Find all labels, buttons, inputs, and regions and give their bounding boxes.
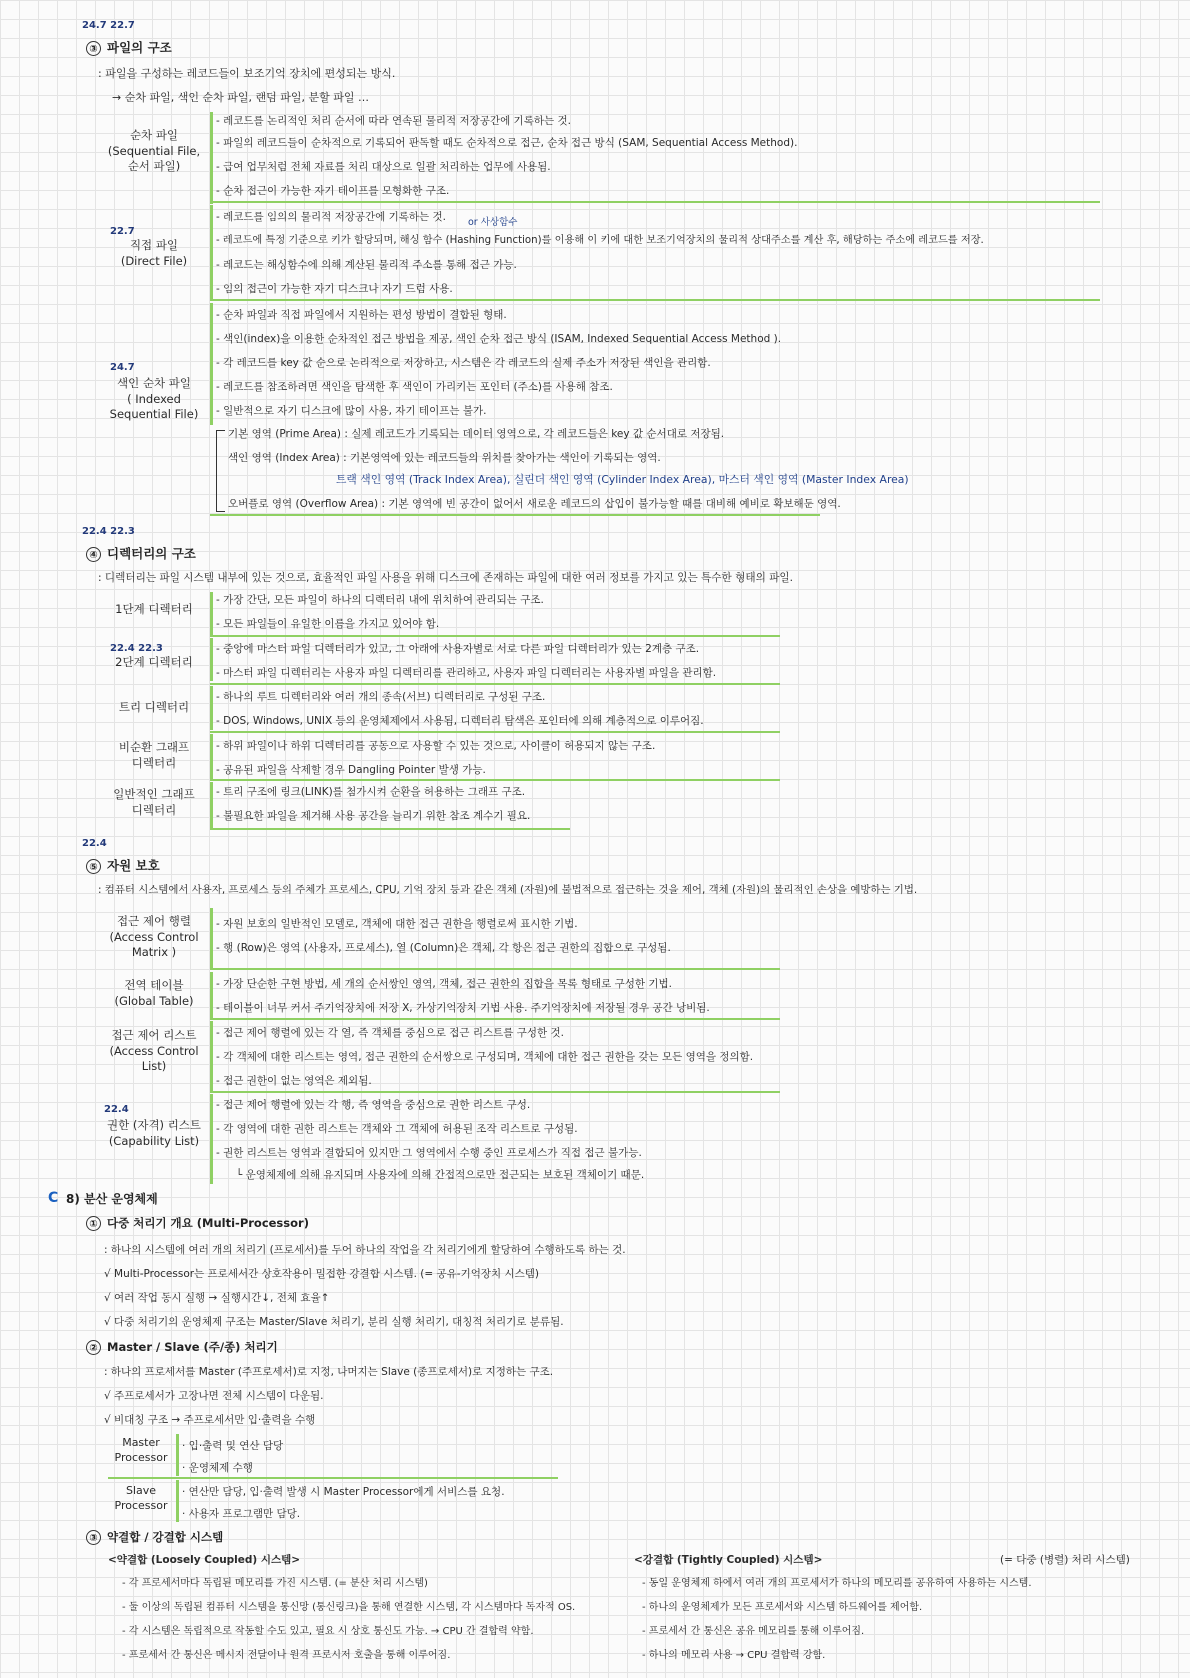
overflow-area: 오버플로 영역 (Overflow Area) : 기본 영역에 빈 공간이 없어서 새로운 레코드의 삽입이 불가능할 때를 대비해 예비로 확보해둔 영역.	[228, 498, 841, 510]
tight-note: (= 다중 (병렬) 처리 시스템)	[1000, 1554, 1130, 1566]
seq-item: - 레코드를 논리적인 처리 순서에 따라 연속된 물리적 저장공간에 기록하는 것.	[216, 115, 571, 127]
direct-item: - 임의 접근이 가능한 자기 디스크나 자기 드럼 사용.	[216, 283, 453, 295]
section-description: : 컴퓨터 시스템에서 사용자, 프로세스 등의 주체가 프로세스, CPU, 기억 장치 등과 같은 객체 (자원)에 불법적으로 접근하는 것을 제어, 객체 (자원)의 물리적인 손상을 예방하는 기법.	[98, 884, 918, 896]
tight-item: - 동일 운영체제 하에서 여러 개의 프로세서가 하나의 메모리를 공유하여 사용하는 시스템.	[642, 1578, 1032, 1589]
divider	[108, 1477, 558, 1479]
section-date: 22.4 22.3	[82, 526, 135, 537]
bracket-bar	[210, 303, 213, 425]
divider	[210, 968, 780, 970]
ms-item: √ 비대칭 구조 → 주프로세서만 입·출력을 수행	[104, 1414, 316, 1426]
dir-item: - 가장 간단, 모든 파일이 하나의 디렉터리 내에 위치하여 관리되는 구조.	[216, 594, 544, 606]
loose-item: - 둘 이상의 독립된 컴퓨터 시스템을 통신망 (통신링크)을 통해 연결한 시스템, 각 시스템마다 독자적 OS.	[122, 1602, 576, 1613]
ms-item: : 하나의 프로세서를 Master (주프로세서)로 지정, 나머지는 Slave (종프로세서)로 지정하는 구조.	[104, 1366, 554, 1378]
dir-item: - 모든 파일들이 유일한 이름을 가지고 있어야 함.	[216, 618, 440, 630]
indexed-item: - 각 레코드를 key 값 순으로 논리적으로 저장하고, 시스템은 각 레코드의 실제 주소가 저장된 색인을 관리함.	[216, 357, 711, 369]
loose-title: <약결합 (Loosely Coupled) 시스템>	[108, 1554, 301, 1566]
acl-item: - 각 객체에 대한 리스트는 영역, 접근 권한의 순서쌍으로 구성되며, 객체에 대한 접근 권한을 갖는 모든 영역을 정의함.	[216, 1051, 754, 1063]
dir-item: - DOS, Windows, UNIX 등의 운영체제에서 사용됨, 디렉터리 탐색은 포인터에 의해 계층적으로 이루어짐.	[216, 715, 704, 727]
cap-note: └ 운영체제에 의해 유지되며 사용자에 의해 간접적으로만 접근되는 보호된 객체이기 때문.	[236, 1169, 645, 1181]
dir-label-5: 일반적인 그래프 디렉터리	[113, 787, 195, 817]
section-date: 22.4	[82, 838, 107, 849]
area-bracket	[216, 430, 225, 512]
cap-date: 22.4	[104, 1104, 129, 1115]
bracket-bar	[210, 1094, 213, 1184]
bracket-bar	[210, 638, 213, 681]
direct-item: - 레코드를 임의의 물리적 저장공간에 기록하는 것.	[216, 211, 447, 223]
divider	[210, 1018, 780, 1020]
divider	[210, 201, 1100, 203]
slave-item: · 사용자 프로그램만 담당.	[182, 1508, 301, 1520]
dir-item: - 불필요한 파일을 제거해 사용 공간을 늘리기 위한 참조 계수기 필요.	[216, 810, 531, 822]
direct-file-label: 직접 파일 (Direct File)	[120, 238, 188, 268]
global-table-label: 전역 테이블 (Global Table)	[114, 978, 194, 1008]
loose-item: - 각 시스템은 독립적으로 작동할 수도 있고, 필요 시 상호 통신도 가능. → CPU 간 결합력 약함.	[122, 1626, 534, 1637]
dir-item: - 하나의 루트 디렉터리와 여러 개의 종속(서브) 디렉터리로 구성된 구조.	[216, 691, 546, 703]
global-item: - 테이블이 너무 커서 주기억장치에 저장 X, 가상기억장치 기법 사용. 주기억장치에 저장될 경우 공간 낭비됨.	[216, 1002, 710, 1014]
index-area: 색인 영역 (Index Area) : 기본영역에 있는 레코드들의 위치를 찾아가는 색인이 기록되는 영역.	[228, 452, 661, 464]
divider	[210, 683, 780, 685]
section-date: 24.7 22.7	[82, 20, 135, 31]
bracket-bar	[210, 112, 213, 204]
master-processor-label: Master Processor	[114, 1436, 168, 1464]
dir-item: - 트리 구조에 링크(LINK)를 첨가시켜 순환을 허용하는 그래프 구조.	[216, 786, 526, 798]
subsection-title-text: Master / Slave (주/종) 처리기	[107, 1340, 278, 1354]
section-number: ④	[86, 547, 101, 562]
section-number: ③	[86, 41, 101, 56]
coupled-systems-title	[86, 1530, 223, 1545]
tight-title: <강결합 (Tightly Coupled) 시스템>	[634, 1554, 823, 1566]
capability-list-label: 권한 (자격) 리스트 (Capability List)	[106, 1118, 202, 1148]
direct-note: or 사상함수	[468, 217, 518, 228]
bracket-bar	[210, 782, 213, 828]
section-number: ⑤	[86, 859, 101, 874]
index-area-sub: 트랙 색인 영역 (Track Index Area), 실린더 색인 영역 (Cylinder Index Area), 마스터 색인 영역 (Master Index Area)	[336, 473, 909, 486]
divider	[210, 779, 780, 781]
divider	[210, 828, 570, 830]
section-mark: C	[48, 1190, 59, 1206]
cap-item: - 접근 제어 행렬에 있는 각 행, 즉 영역을 중심으로 권한 리스트 구성.	[216, 1099, 531, 1111]
section-title-text: 디렉터리의 구조	[107, 546, 196, 561]
multi-item: : 하나의 시스템에 여러 개의 처리기 (프로세서)를 두어 하나의 작업을 각 처리기에게 할당하여 수행하도록 하는 것.	[104, 1244, 626, 1256]
indexed-file-label: 색인 순차 파일 ( Indexed Sequential File)	[109, 376, 199, 422]
tight-item: - 하나의 메모리 사용 → CPU 결합력 강함.	[642, 1650, 826, 1661]
bracket-bar	[210, 734, 213, 779]
seq-item: - 순차 접근이 가능한 자기 테이프를 모형화한 구조.	[216, 185, 450, 197]
dir-item: - 공유된 파일을 삭제할 경우 Dangling Pointer 발생 가능.	[216, 764, 486, 776]
ms-item: √ 주프로세서가 고장나면 전체 시스템이 다운됨.	[104, 1390, 324, 1402]
dir-label-2: 2단계 디렉터리	[115, 655, 193, 669]
multi-item: √ Multi-Processor는 프로세서간 상호작용이 밀접한 강결합 시스템. (= 공유-기억장치 시스템)	[104, 1268, 540, 1280]
multi-processor-title	[86, 1216, 309, 1231]
subsection-number: ③	[86, 1530, 101, 1545]
divider	[210, 514, 820, 516]
subsection-title-text: 다중 처리기 개요 (Multi-Processor)	[107, 1216, 309, 1230]
subsection-number: ②	[86, 1340, 101, 1355]
acl-label: 접근 제어 리스트 (Access Control List)	[109, 1028, 199, 1074]
global-item: - 가장 단순한 구현 방법, 세 개의 순서쌍인 영역, 객체, 접근 권한의 집합을 목록 형태로 구성한 기법.	[216, 978, 672, 990]
slave-processor-label: Slave Processor	[114, 1484, 168, 1512]
section-description: : 디렉터리는 파일 시스템 내부에 있는 것으로, 효율적인 파일 사용을 위해 디스크에 존재하는 파일에 대한 여러 정보를 가지고 있는 특수한 형태의 파일.	[98, 572, 794, 584]
sequential-file-label: 순차 파일 (Sequential File, 순서 파일)	[107, 128, 201, 174]
prime-area: 기본 영역 (Prime Area) : 실제 레코드가 기록되는 데이터 영역으로, 각 레코드들은 key 값 순서대로 저장됨.	[228, 428, 725, 440]
indexed-item: - 순차 파일과 직접 파일에서 지원하는 편성 방법이 결합된 형태.	[216, 309, 507, 321]
subsection-title-text: 약결합 / 강결합 시스템	[107, 1530, 224, 1544]
indexed-date: 24.7	[110, 362, 135, 373]
acl-item: - 접근 권한이 없는 영역은 제외됨.	[216, 1075, 372, 1087]
dir-item: - 마스터 파일 디렉터리는 사용자 파일 디렉터리를 관리하고, 사용자 파일 디렉터리는 사용자별 파일을 관리함.	[216, 667, 717, 679]
subsection-number: ①	[86, 1216, 101, 1231]
bracket-bar	[210, 592, 213, 635]
bracket-bar	[176, 1480, 179, 1522]
bracket-bar	[210, 972, 213, 1018]
bracket-bar	[210, 686, 213, 730]
indexed-item: - 일반적으로 자기 디스크에 많이 사용, 자기 테이프는 불가.	[216, 405, 487, 417]
multi-item: √ 여러 작업 동시 실행 → 실행시간↓, 전체 효율↑	[104, 1292, 330, 1304]
seq-item: - 급여 업무처럼 전체 자료를 처리 대상으로 일괄 처리하는 업무에 사용됨.	[216, 161, 551, 173]
divider	[210, 1091, 780, 1093]
master-item: · 입·출력 및 연산 담당	[182, 1440, 284, 1452]
file-types: → 순차 파일, 색인 순차 파일, 랜덤 파일, 분할 파일 …	[112, 91, 369, 104]
bracket-bar	[210, 1021, 213, 1091]
slave-item: · 연산만 담당, 입·출력 발생 시 Master Processor에게 서비스를 요청.	[182, 1486, 505, 1498]
seq-item: - 파일의 레코드들이 순차적으로 기록되어 판독할 때도 순차적으로 접근, 순차 접근 방식 (SAM, Sequential Access Method).	[216, 137, 798, 149]
acm-item: - 행 (Row)은 영역 (사용자, 프로세스), 열 (Column)은 객체, 각 항은 접근 권한의 집합으로 구성됨.	[216, 942, 671, 954]
acl-item: - 접근 제어 행렬에 있는 각 열, 즉 객체를 중심으로 접근 리스트를 구성한 것.	[216, 1027, 564, 1039]
acm-item: - 자원 보호의 일반적인 모델로, 객체에 대한 접근 권한을 행렬로써 표시한 기법.	[216, 918, 578, 930]
direct-item: - 레코드는 해싱함수에 의해 계산된 물리적 주소를 통해 접근 가능.	[216, 259, 517, 271]
loose-item: - 각 프로세서마다 독립된 메모리를 가진 시스템. (= 분산 처리 시스템)	[122, 1578, 428, 1589]
section-description: : 파일을 구성하는 레코드들이 보조기억 장치에 편성되는 방식.	[98, 67, 396, 80]
cap-item: - 각 영역에 대한 권한 리스트는 객체와 그 객체에 허용된 조작 리스트로 구성됨.	[216, 1123, 578, 1135]
divider	[210, 731, 780, 733]
divider	[210, 635, 780, 637]
acm-label: 접근 제어 행렬 (Access Control Matrix )	[109, 914, 199, 960]
cap-item: - 권한 리스트는 영역과 결합되어 있지만 그 영역에서 수행 중인 프로세스가 직접 접근 불가능.	[216, 1147, 642, 1159]
tight-item: - 프로세서 간 통신은 공유 메모리를 통해 이루어짐.	[642, 1626, 865, 1637]
dir-item: - 하위 파일이나 하위 디렉터리를 공동으로 사용할 수 있는 것으로, 사이클이 허용되지 않는 구조.	[216, 740, 656, 752]
master-slave-title	[86, 1340, 278, 1355]
master-item: · 운영체제 수행	[182, 1462, 253, 1474]
bracket-bar	[210, 205, 213, 299]
loose-item: - 프로세서 간 통신은 메시지 전달이나 원격 프로시저 호출을 통해 이루어짐.	[122, 1650, 451, 1661]
section-title-text: 자원 보호	[107, 858, 160, 873]
multi-item: √ 다중 처리기의 운영체제 구조는 Master/Slave 처리기, 분리 실행 처리기, 대칭적 처리기로 분류됨.	[104, 1316, 564, 1328]
section-title-directory	[86, 546, 196, 562]
divider	[210, 299, 1100, 301]
section-title-file-structure	[86, 40, 172, 56]
bracket-bar	[210, 908, 213, 970]
section-title-resource-protection	[86, 858, 160, 874]
indexed-item: - 색인(index)을 이용한 순차적인 접근 방법을 제공, 색인 순차 접근 방식 (ISAM, Indexed Sequential Access Method ).	[216, 333, 782, 345]
section-title-text: 파일의 구조	[107, 40, 172, 55]
dir-label-3: 트리 디렉터리	[118, 700, 190, 714]
direct-date: 22.7	[110, 226, 135, 237]
dir-date: 22.4 22.3	[110, 643, 163, 654]
indexed-item: - 레코드를 참조하려면 색인을 탐색한 후 색인이 가리키는 포인터 (주소)를 사용해 참조.	[216, 381, 613, 393]
direct-item: - 레코드에 특정 기준으로 키가 할당되며, 해싱 함수 (Hashing Function)를 이용해 이 키에 대한 보조기억장치의 물리적 상대주소를 계산 후, 해당하는 주소에 레코드를 저장.	[216, 235, 984, 246]
dir-label-1: 1단계 디렉터리	[115, 602, 193, 616]
tight-item: - 하나의 운영체제가 모든 프로세서와 시스템 하드웨어를 제어함.	[642, 1602, 923, 1613]
dir-label-4: 비순환 그래프 디렉터리	[118, 740, 190, 770]
section-title-distributed-os: 8) 분산 운영체제	[66, 1192, 158, 1206]
bracket-bar	[176, 1434, 179, 1476]
dir-item: - 중앙에 마스터 파일 디렉터리가 있고, 그 아래에 사용자별로 서로 다른 파일 디렉터리가 있는 2계층 구조.	[216, 643, 700, 655]
